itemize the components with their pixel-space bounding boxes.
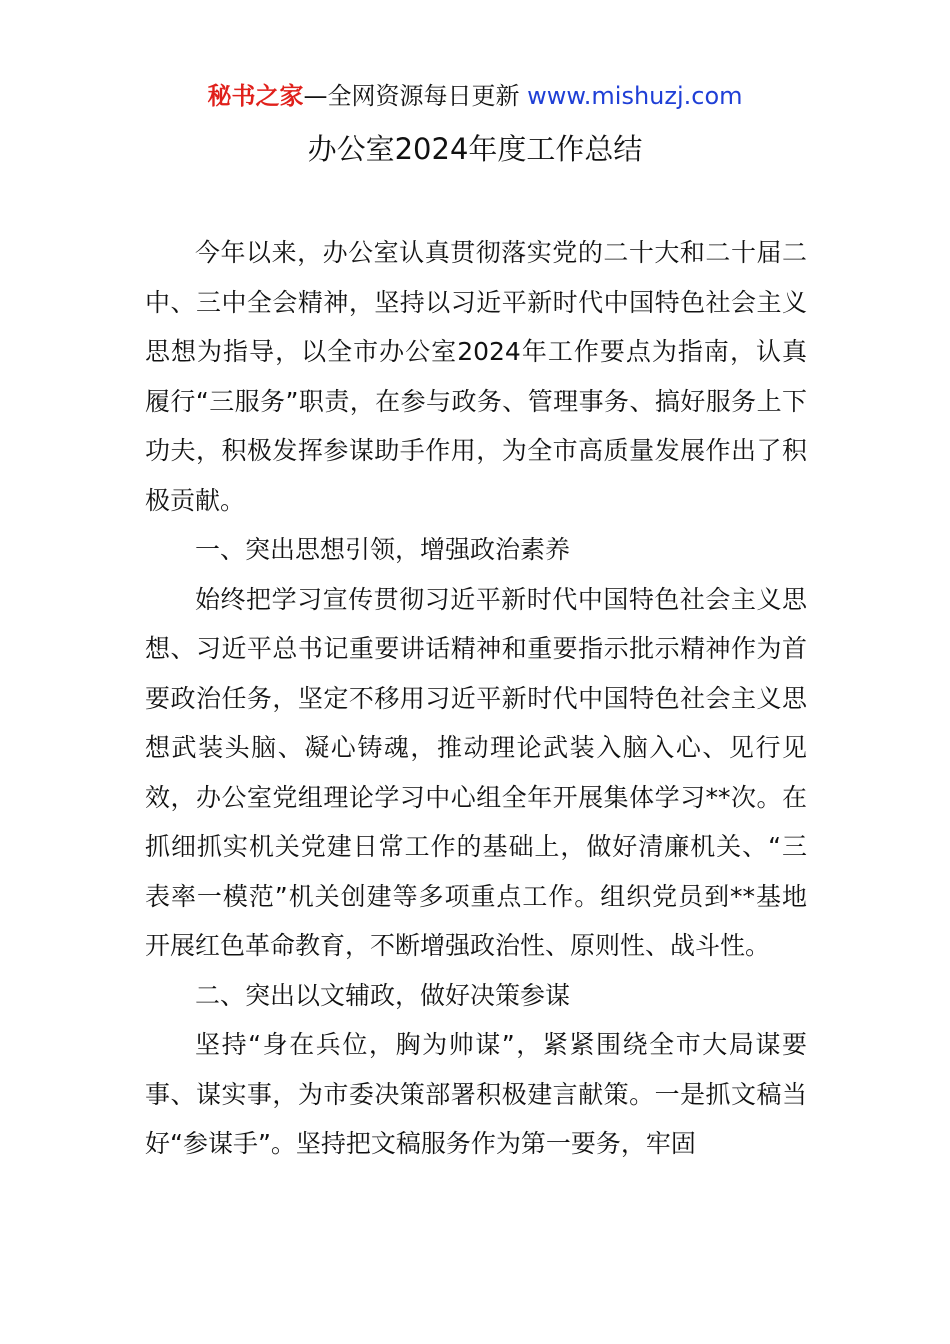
document-body	[145, 228, 807, 1169]
site-header	[0, 80, 950, 112]
intro-paragraph: 今年以来，办公室认真贯彻落实党的二十大和二十届二中、三中全会精神，坚持以习近平新时代中国特色社会主义思想为指导，以全市办公室2024年工作要点为指南，认真履行“三服务”职责，在参与政务、管理事务、搞好服务上下功夫，积极发挥参谋助手作用，为全市高质量发展作出了积极贡献。	[145, 238, 807, 515]
section-1-heading: 一、突出思想引领，增强政治素养	[195, 535, 571, 564]
section-2-heading: 二、突出以文辅政，做好决策参谋	[195, 980, 571, 1010]
site-url-link[interactable]: www.mishuzj.com	[527, 82, 743, 110]
brand-name: 秘书之家	[207, 82, 304, 110]
section-2-paragraph: 坚持“身在兵位，胸为帅谋”，紧紧围绕全市大局谋要事、谋实事，为市委决策部署积极建言献策。一是抓文稿当好“参谋手”。坚持把文稿服务作为第一要务，牢固	[145, 1030, 807, 1158]
header-tagline: —全网资源每日更新	[303, 82, 528, 110]
section-1-paragraph: 始终把学习宣传贯彻习近平新时代中国特色社会主义思想、习近平总书记重要讲话精神和重要指示批示精神作为首要政治任务，坚定不移用习近平新时代中国特色社会主义思想武装头脑、凝心铸魂，推动理论武装入脑入心、见行见效，办公室党组理论学习中心组全年开展集体学习**次。在抓细抓实机关党建日常工作的基础上，做好清廉机关、“三表率一模范”机关创建等多项重点工作。组织党员到**基地开展红色革命教育，不断增强政治性、原则性、战斗性。	[145, 584, 807, 960]
document-title: 办公室2024年度工作总结	[307, 132, 643, 166]
